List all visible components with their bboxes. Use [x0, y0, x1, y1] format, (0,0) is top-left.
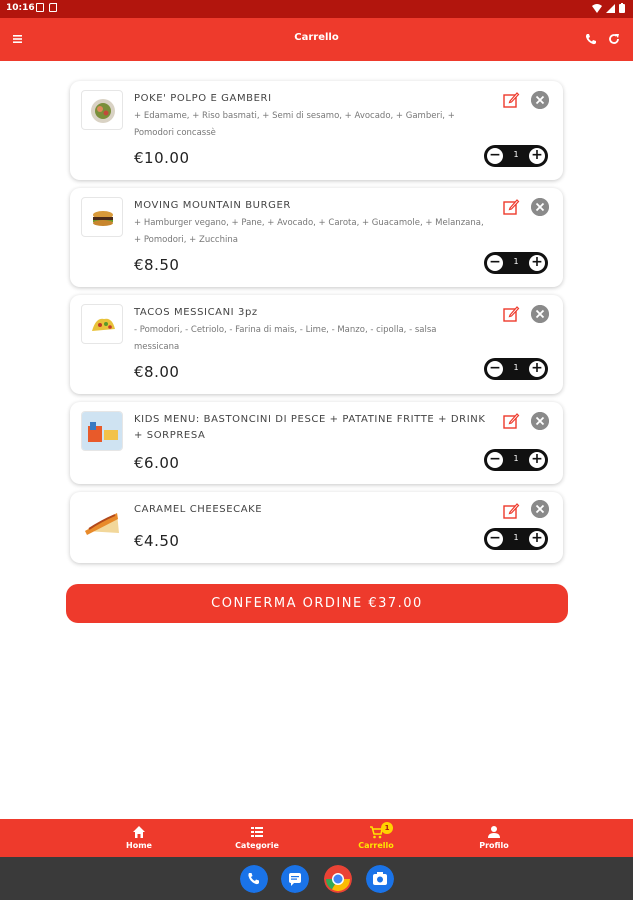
cart-item [70, 402, 563, 484]
user-icon [487, 825, 501, 839]
nav-item-profilo[interactable] [449, 825, 539, 850]
decrease-button[interactable]: − [487, 148, 503, 164]
app-header [0, 18, 633, 61]
item-price: €8.50 [134, 256, 180, 274]
quantity-stepper [484, 358, 548, 380]
messages-app-icon[interactable] [281, 865, 309, 893]
product-image [81, 411, 123, 451]
phone-app-icon[interactable] [240, 865, 268, 893]
wifi-icon [592, 4, 602, 13]
system-dock [0, 857, 633, 900]
item-price: €6.00 [134, 454, 180, 472]
signal-icon [606, 4, 615, 13]
edit-icon[interactable] [502, 305, 520, 323]
quantity-stepper [484, 252, 548, 274]
chrome-app-icon[interactable] [324, 865, 352, 893]
sd-card-icon [49, 3, 57, 12]
nav-item-categorie[interactable] [212, 825, 302, 850]
decrease-button[interactable]: − [487, 361, 503, 377]
item-name: CARAMEL CHEESECAKE [134, 504, 263, 515]
cart-item [70, 188, 563, 287]
confirm-order-button[interactable]: CONFERMA ORDINE €37.00 [66, 584, 568, 623]
quantity-value: 1 [513, 150, 519, 159]
increase-button[interactable]: + [529, 452, 545, 468]
battery-icon [619, 3, 625, 13]
product-image [81, 304, 123, 344]
item-name: MOVING MOUNTAIN BURGER [134, 200, 291, 211]
quantity-stepper [484, 145, 548, 167]
cart-item [70, 295, 563, 394]
product-image [81, 501, 123, 541]
edit-icon[interactable] [502, 412, 520, 430]
item-ingredients: - Pomodori, - Cetriolo, - Farina di mais, - Lime, - Manzo, - cipolla, - salsa messicana [134, 325, 437, 352]
edit-icon[interactable] [502, 502, 520, 520]
nav-label: Profilo [479, 841, 509, 850]
phone-icon[interactable] [583, 31, 599, 47]
decrease-button[interactable]: − [487, 255, 503, 271]
cart-item [70, 492, 563, 563]
item-name: POKE' POLPO E GAMBERI [134, 93, 272, 104]
list-icon [250, 825, 264, 839]
item-name: KIDS MENU: BASTONCINI DI PESCE + PATATINE FRITTE + DRINK + SORPRESA [134, 414, 486, 441]
cart-badge: 1 [381, 822, 393, 834]
increase-button[interactable]: + [529, 148, 545, 164]
item-price: €8.00 [134, 363, 180, 381]
remove-icon[interactable] [531, 91, 549, 109]
decrease-button[interactable]: − [487, 452, 503, 468]
nav-item-carrello[interactable] [331, 825, 421, 850]
remove-icon[interactable] [531, 305, 549, 323]
item-price: €4.50 [134, 532, 180, 550]
bottom-nav [0, 819, 633, 857]
remove-icon[interactable] [531, 500, 549, 518]
home-icon [132, 825, 146, 839]
quantity-value: 1 [513, 454, 519, 463]
status-bar [0, 0, 633, 18]
decrease-button[interactable]: − [487, 531, 503, 547]
quantity-value: 1 [513, 533, 519, 542]
page-title: Carrello [294, 32, 339, 43]
quantity-stepper [484, 528, 548, 550]
remove-icon[interactable] [531, 412, 549, 430]
quantity-value: 1 [513, 363, 519, 372]
product-image [81, 197, 123, 237]
remove-icon[interactable] [531, 198, 549, 216]
edit-icon[interactable] [502, 91, 520, 109]
edit-icon[interactable] [502, 198, 520, 216]
nav-label: Home [126, 841, 152, 850]
notification-icon [36, 3, 44, 12]
status-time: 10:16 [6, 3, 35, 13]
item-price: €10.00 [134, 149, 190, 167]
item-ingredients: + Hamburger vegano, + Pane, + Avocado, + Carota, + Guacamole, + Melanzana, + Pomodori, + Zucchina [134, 218, 484, 245]
nav-item-home[interactable] [94, 825, 184, 850]
quantity-stepper [484, 449, 548, 471]
increase-button[interactable]: + [529, 361, 545, 377]
camera-app-icon[interactable] [366, 865, 394, 893]
cart-item [70, 81, 563, 180]
increase-button[interactable]: + [529, 255, 545, 271]
item-name: TACOS MESSICANI 3pz [134, 307, 258, 318]
refresh-icon[interactable] [606, 31, 622, 47]
quantity-value: 1 [513, 257, 519, 266]
nav-label: Categorie [235, 841, 279, 850]
item-ingredients: + Edamame, + Riso basmati, + Semi di sesamo, + Avocado, + Gamberi, + Pomodori concassè [134, 111, 455, 138]
nav-label: Carrello [358, 841, 394, 850]
product-image [81, 90, 123, 130]
increase-button[interactable]: + [529, 531, 545, 547]
